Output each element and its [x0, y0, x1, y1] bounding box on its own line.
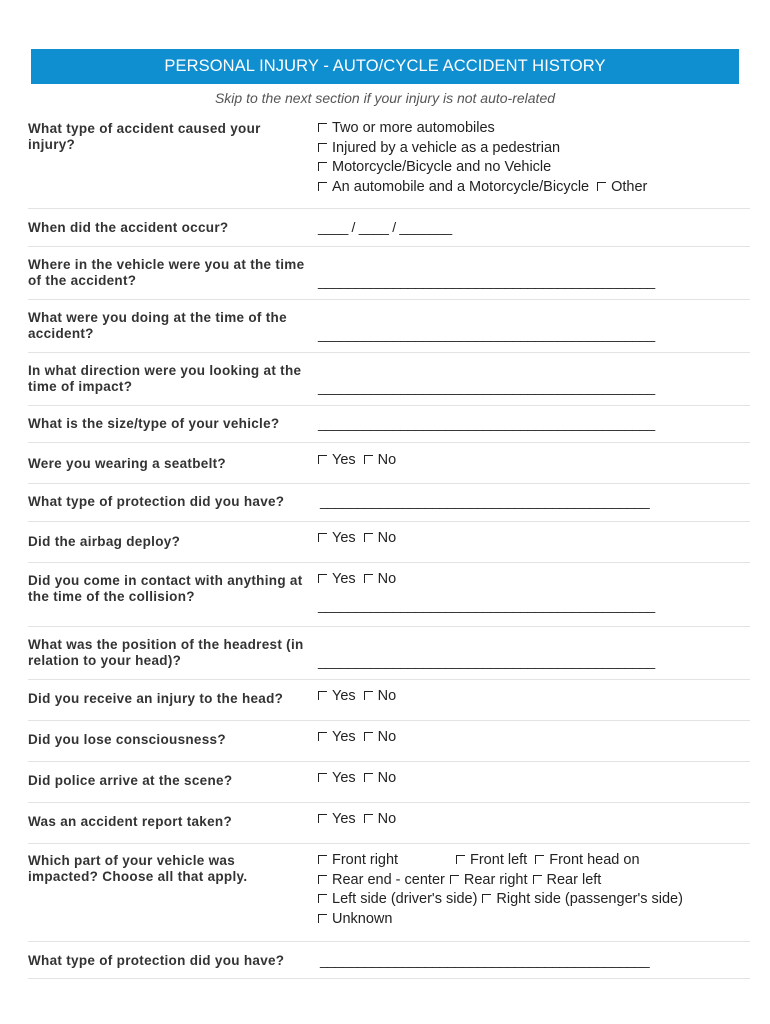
question-row-protection-2 — [28, 941, 750, 979]
option-no[interactable]: No — [364, 810, 397, 830]
checkbox-icon[interactable] — [364, 732, 373, 741]
checkbox-icon[interactable] — [533, 875, 542, 884]
checkbox-icon[interactable] — [364, 814, 373, 823]
yes-no-options — [318, 810, 404, 830]
option-yes[interactable]: Yes — [318, 687, 356, 707]
checkbox-icon[interactable] — [318, 455, 327, 464]
question-row-activity — [28, 299, 750, 353]
option-other[interactable]: Other — [597, 178, 647, 198]
option-no[interactable]: No — [364, 728, 397, 748]
option-yes[interactable]: Yes — [318, 570, 356, 590]
option-rear-left[interactable]: Rear left — [533, 871, 602, 891]
form-title: PERSONAL INJURY - AUTO/CYCLE ACCIDENT HISTORY — [31, 49, 739, 84]
yes-no-options — [318, 570, 404, 590]
checkbox-icon[interactable] — [318, 123, 327, 132]
question-row-airbag — [28, 521, 750, 563]
option-right-side[interactable]: Right side (passenger's side) — [482, 890, 683, 910]
answer-field[interactable]: _____________________________________________ — [318, 653, 655, 669]
checkbox-icon[interactable] — [456, 855, 465, 864]
option-no[interactable]: No — [364, 529, 397, 549]
checkbox-icon[interactable] — [318, 894, 327, 903]
yes-no-options — [318, 451, 404, 471]
checkbox-icon[interactable] — [318, 773, 327, 782]
option-yes[interactable]: Yes — [318, 451, 356, 471]
checkbox-icon[interactable] — [482, 894, 491, 903]
option-left-side[interactable]: Left side (driver's side) — [318, 890, 477, 910]
checkbox-icon[interactable] — [318, 162, 327, 171]
question-label: Did the airbag deploy? — [28, 534, 181, 549]
checkbox-icon[interactable] — [318, 855, 327, 864]
question-row-accident-type — [28, 118, 750, 209]
question-label: Which part of your vehicle was impacted? Choose all that apply. — [28, 853, 248, 884]
answer-field[interactable]: _____________________________________________ — [318, 415, 655, 431]
checkbox-icon[interactable] — [364, 533, 373, 542]
option-front-head-on[interactable]: Front head on — [535, 851, 639, 871]
question-label: Where in the vehicle were you at the time of the accident? — [28, 257, 305, 288]
question-label: What is the size/type of your vehicle? — [28, 416, 280, 431]
yes-no-options — [318, 687, 404, 707]
option-no[interactable]: No — [364, 769, 397, 789]
option-pedestrian[interactable]: Injured by a vehicle as a pedestrian — [318, 139, 560, 159]
option-front-left[interactable]: Front left — [456, 851, 527, 871]
checkbox-icon[interactable] — [318, 732, 327, 741]
option-front-right[interactable]: Front right — [318, 851, 456, 871]
question-row-vehicle-type — [28, 405, 750, 443]
yes-no-options — [318, 728, 404, 748]
checkbox-icon[interactable] — [318, 574, 327, 583]
answer-field[interactable]: _____________________________________________ — [318, 597, 655, 613]
checkbox-icon[interactable] — [364, 773, 373, 782]
question-row-contact — [28, 562, 750, 627]
option-yes[interactable]: Yes — [318, 810, 356, 830]
question-label: Were you wearing a seatbelt? — [28, 456, 226, 471]
question-label: Was an accident report taken? — [28, 814, 233, 829]
question-row-accident-date — [28, 208, 750, 247]
checkbox-icon[interactable] — [535, 855, 544, 864]
checkbox-icon[interactable] — [364, 574, 373, 583]
question-label: What type of accident caused your injury? — [28, 121, 261, 152]
question-label: When did the accident occur? — [28, 220, 229, 235]
checkbox-icon[interactable] — [318, 814, 327, 823]
answer-field[interactable]: _____________________________________________ — [318, 379, 655, 395]
option-no[interactable]: No — [364, 451, 397, 471]
checkbox-icon[interactable] — [318, 691, 327, 700]
option-unknown[interactable]: Unknown — [318, 910, 392, 930]
question-label: Did police arrive at the scene? — [28, 773, 233, 788]
checkbox-icon[interactable] — [364, 691, 373, 700]
question-row-head-injury — [28, 679, 750, 721]
option-no[interactable]: No — [364, 570, 397, 590]
answer-field[interactable]: ____________________________________________ — [320, 952, 650, 968]
question-row-looking-direction — [28, 352, 750, 406]
checkbox-icon[interactable] — [597, 182, 606, 191]
question-label: What type of protection did you have? — [28, 494, 285, 509]
question-row-consciousness — [28, 720, 750, 762]
question-label: Did you receive an injury to the head? — [28, 691, 284, 706]
answer-field[interactable]: _____________________________________________ — [318, 273, 655, 289]
checkbox-icon[interactable] — [318, 182, 327, 191]
option-yes[interactable]: Yes — [318, 769, 356, 789]
answer-field[interactable]: ____________________________________________ — [320, 493, 650, 509]
checkbox-icon[interactable] — [450, 875, 459, 884]
checkbox-icon[interactable] — [318, 533, 327, 542]
question-row-headrest — [28, 626, 750, 680]
option-motorcycle-no-vehicle[interactable]: Motorcycle/Bicycle and no Vehicle — [318, 158, 551, 178]
checkbox-icon[interactable] — [364, 455, 373, 464]
checkbox-icon[interactable] — [318, 143, 327, 152]
question-label: In what direction were you looking at the time of impact? — [28, 363, 302, 394]
checkbox-icon[interactable] — [318, 875, 327, 884]
option-yes[interactable]: Yes — [318, 728, 356, 748]
date-field[interactable]: ____ / ____ / _______ — [318, 219, 452, 235]
option-yes[interactable]: Yes — [318, 529, 356, 549]
answer-options — [318, 119, 655, 197]
question-label: Did you come in contact with anything at the time of the collision? — [28, 573, 303, 604]
question-label: What was the position of the headrest (in relation to your head)? — [28, 637, 304, 668]
answer-field[interactable]: _____________________________________________ — [318, 326, 655, 342]
question-row-vehicle-position — [28, 246, 750, 300]
question-row-accident-report — [28, 802, 750, 844]
option-rear-end-center[interactable]: Rear end - center — [318, 871, 445, 891]
yes-no-options — [318, 769, 404, 789]
checkbox-icon[interactable] — [318, 914, 327, 923]
question-label: What type of protection did you have? — [28, 953, 285, 968]
option-two-automobiles[interactable]: Two or more automobiles — [318, 119, 495, 139]
question-row-protection — [28, 483, 750, 522]
question-row-seatbelt — [28, 442, 750, 484]
form-subtitle: Skip to the next section if your injury is not auto-related — [214, 90, 556, 106]
question-label: What were you doing at the time of the accident? — [28, 310, 287, 341]
option-auto-and-motorcycle[interactable]: An automobile and a Motorcycle/Bicycle — [318, 178, 589, 198]
option-rear-right[interactable]: Rear right — [450, 871, 528, 891]
question-label: Did you lose consciousness? — [28, 732, 226, 747]
question-row-impact-location — [28, 843, 750, 942]
answer-options — [318, 851, 691, 929]
yes-no-options — [318, 529, 404, 549]
question-row-police — [28, 761, 750, 803]
option-no[interactable]: No — [364, 687, 397, 707]
